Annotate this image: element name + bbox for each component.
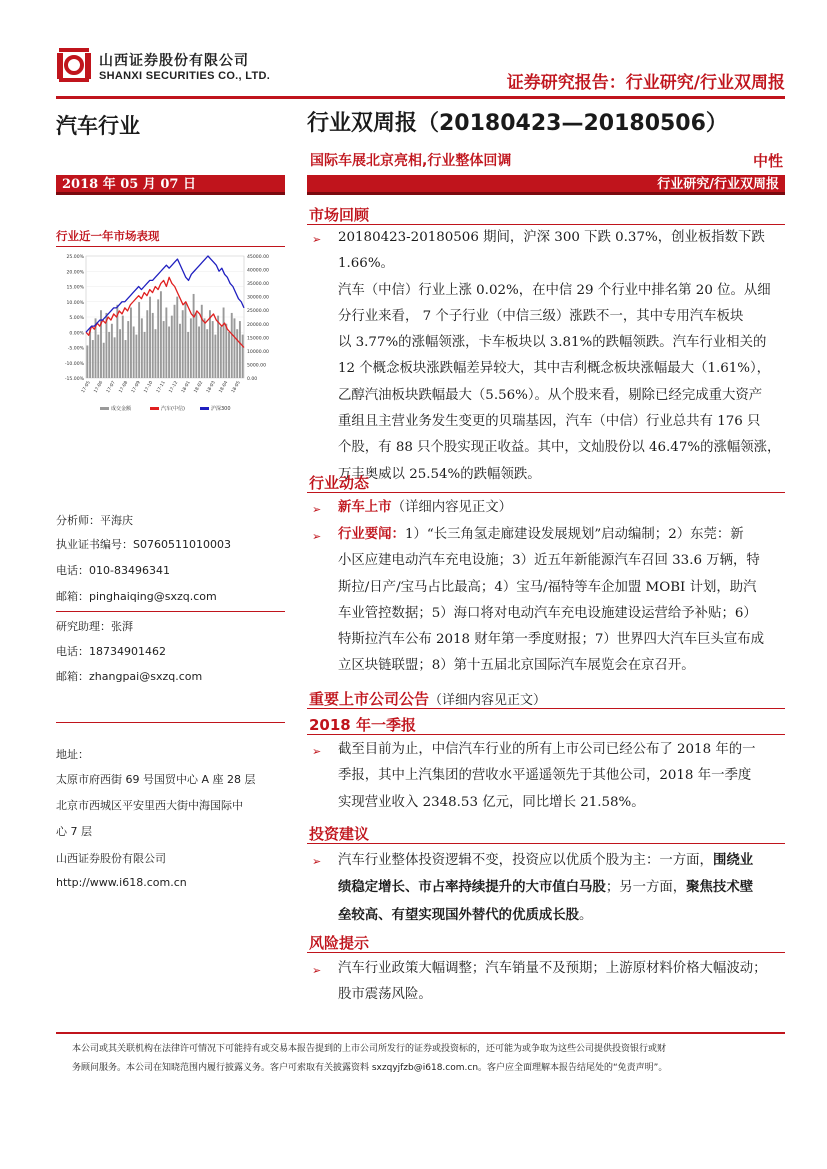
volume-bar bbox=[182, 310, 184, 378]
x-tick-label: 17-05 bbox=[81, 380, 92, 395]
bullet-arrow-icon: ➢ bbox=[312, 745, 322, 758]
email-label: 邮箱： bbox=[56, 670, 89, 683]
industry-title: 汽车行业 bbox=[56, 114, 140, 138]
volume-bar bbox=[176, 297, 178, 378]
volume-bar bbox=[198, 326, 200, 378]
x-tick-label: 18-05 bbox=[231, 380, 242, 395]
address-taiyuan: 太原市府西街 69 号国贸中心 A 座 28 层 bbox=[56, 773, 256, 786]
investment-paragraph bbox=[338, 847, 788, 929]
y-left-tick-label: 25.00% bbox=[66, 255, 84, 260]
para-line: 个股，有 88 只个股实现正收益。其中，文灿股份以 46.47%的涨幅领涨， bbox=[338, 440, 781, 456]
para-line: 车业管控数据；5）海口将对电动汽车充电设施建设运营给予补贴；6） bbox=[338, 605, 757, 621]
volume-bar bbox=[152, 313, 154, 378]
para-line: 重组且主营业务发生变更的贝瑞基因，汽车（中信）行业总共有 176 只 bbox=[338, 414, 761, 430]
legend-label: 沪深300 bbox=[211, 406, 231, 412]
volume-bar bbox=[111, 324, 113, 378]
x-tick-label: 17-10 bbox=[143, 380, 155, 395]
para-line bbox=[338, 522, 788, 548]
address-beijing-1: 北京市西城区平安里西大街中海国际中 bbox=[56, 799, 243, 812]
x-tick-label: 18-02 bbox=[193, 380, 205, 395]
volume-bar bbox=[209, 310, 211, 378]
section-rule bbox=[307, 734, 785, 735]
volume-bar bbox=[97, 335, 99, 378]
x-tick-label: 17-08 bbox=[118, 380, 130, 395]
volume-bar bbox=[149, 297, 151, 378]
section-risk-heading: 风险提示 bbox=[309, 934, 370, 952]
para-line: 实现营业收入 2348.53 亿元，同比增长 21.58%。 bbox=[338, 794, 645, 810]
para-line: 乙醇汽油板块跌幅最大（5.56%）。从个股来看，剔除已经完成重大资产 bbox=[338, 387, 763, 403]
section-rule bbox=[307, 708, 785, 709]
volume-bar bbox=[204, 318, 206, 378]
volume-bar bbox=[86, 345, 88, 378]
new-car-item bbox=[338, 495, 788, 521]
y-right-tick-label: 0.00 bbox=[247, 377, 258, 382]
volume-bar bbox=[214, 335, 216, 378]
volume-bar bbox=[155, 329, 157, 378]
y-right-tick-label: 20000.00 bbox=[247, 322, 269, 328]
company-name-cn: 山西证券股份有限公司 bbox=[99, 53, 249, 69]
para-line: 股市震荡风险。 bbox=[338, 987, 432, 1003]
x-tick-label: 17-12 bbox=[168, 380, 180, 395]
risk-paragraph bbox=[338, 956, 788, 1009]
section-dynamics-heading: 行业动态 bbox=[309, 474, 370, 492]
legend-swatch bbox=[200, 407, 209, 410]
volume-bar bbox=[122, 316, 124, 378]
volume-bar bbox=[138, 302, 140, 378]
volume-bar bbox=[223, 308, 225, 378]
volume-bar bbox=[127, 321, 129, 378]
para-bold: 垒较高、有望实现国外替代的优质成长股 bbox=[338, 906, 580, 923]
para-line bbox=[338, 874, 788, 901]
volume-bar bbox=[228, 332, 230, 378]
volume-bar bbox=[220, 326, 222, 378]
para-bold: 围绕业 bbox=[712, 852, 754, 868]
company-website[interactable]: http://www.i618.com.cn bbox=[56, 876, 187, 889]
para-line: 汽车（中信）行业上涨 0.02%，在中信 29 个行业中排名第 20 位。从细 bbox=[338, 282, 771, 298]
divider bbox=[56, 611, 285, 612]
volume-bar bbox=[89, 329, 91, 378]
report-type: 证券研究报告：行业研究/行业双周报 bbox=[506, 73, 785, 93]
y-right-tick-label: 25000.00 bbox=[247, 309, 269, 315]
volume-bar bbox=[212, 321, 214, 378]
y-right-tick-label: 45000.00 bbox=[247, 255, 269, 260]
volume-bar bbox=[187, 332, 189, 378]
announcements-note: （详细内容见正文） bbox=[429, 693, 547, 708]
volume-bar bbox=[171, 316, 173, 378]
section-rule bbox=[307, 843, 785, 844]
y-left-tick-label: -15.00% bbox=[64, 377, 84, 382]
para-line: 立区块链联盟；8）第十五届北京国际汽车展览会在京召开。 bbox=[338, 658, 695, 674]
y-left-tick-label: 0.00% bbox=[69, 331, 84, 337]
address-beijing-2: 心 7 层 bbox=[56, 825, 92, 838]
volume-bar bbox=[193, 294, 195, 378]
para-line: 万丰奥威以 25.54%的跌幅领跌。 bbox=[338, 466, 541, 482]
x-tick-label: 17-06 bbox=[93, 380, 105, 395]
analyst-phone: 电话：010-83496341 bbox=[56, 564, 170, 577]
new-car-label: 新车上市 bbox=[338, 500, 392, 515]
para-text: 。 bbox=[579, 907, 593, 923]
chart-title-rule bbox=[56, 246, 285, 247]
volume-bar bbox=[160, 291, 162, 378]
para-line bbox=[338, 847, 788, 874]
x-tick-label: 18-03 bbox=[206, 380, 217, 395]
para-line: 12 个概念板块涨跌幅差异较大，其中吉利概念板块涨幅最大（1.61%）， bbox=[338, 361, 771, 377]
y-left-tick-label: -5.00% bbox=[67, 346, 84, 352]
volume-bar bbox=[146, 310, 148, 378]
volume-bar bbox=[195, 313, 197, 378]
volume-bar bbox=[157, 299, 159, 378]
report-date: 2018 年 05 月 07 日 bbox=[56, 175, 285, 195]
y-right-tick-label: 30000.00 bbox=[247, 295, 269, 301]
new-car-note: （详细内容见正文） bbox=[391, 500, 513, 515]
assistant-name: 研究助理：张湃 bbox=[56, 620, 133, 633]
section-investment-heading: 投资建议 bbox=[309, 825, 370, 843]
para-bold: 绩稳定增长、市占率持续提升的大市值白马股 bbox=[338, 879, 606, 896]
rating: 中性 bbox=[752, 152, 783, 170]
para-text: 1）“长三角氢走廊建设发展规划”启动编制；2）东莞：新 bbox=[404, 527, 744, 542]
bullet-arrow-icon: ➢ bbox=[312, 964, 322, 977]
report-category: 行业研究/行业双周报 bbox=[307, 175, 785, 195]
section-rule bbox=[307, 492, 785, 493]
volume-bar bbox=[217, 316, 219, 378]
para-line bbox=[338, 902, 788, 929]
x-tick-label: 17-07 bbox=[106, 380, 117, 395]
para-text: ；另一方面， bbox=[605, 880, 687, 896]
volume-bar bbox=[168, 326, 170, 378]
y-right-tick-label: 5000.00 bbox=[247, 363, 266, 369]
industry-news-paragraph bbox=[338, 522, 788, 680]
x-tick-label: 18-01 bbox=[181, 380, 192, 395]
y-left-tick-label: -10.00% bbox=[64, 361, 84, 367]
section-rule bbox=[307, 952, 785, 953]
para-line: 季报，其中上汽集团的营收水平遥遥领先于其他公司，2018 年一季度 bbox=[338, 768, 752, 784]
volume-bar bbox=[236, 329, 238, 378]
legend-label: 汽车(中信) bbox=[161, 406, 185, 412]
x-tick-label: 17-09 bbox=[131, 380, 142, 395]
bullet-arrow-icon: ➢ bbox=[312, 233, 322, 246]
para-line: 汽车行业政策大幅调整；汽车销量不及预期；上游原材料价格大幅波动； bbox=[338, 961, 767, 976]
para-line: 小区应建电动汽车充电设施；3）近五年新能源汽车召回 33.6 万辆，特 bbox=[338, 553, 760, 569]
header-rule bbox=[56, 96, 785, 99]
y-left-tick-label: 15.00% bbox=[66, 285, 84, 291]
para-line: 截至目前为止，中信汽车行业的所有上市公司已经公布了 2018 年的一 bbox=[338, 742, 756, 757]
announcements-heading-row bbox=[309, 688, 546, 709]
volume-bar bbox=[184, 302, 186, 378]
volume-bar bbox=[163, 321, 165, 378]
volume-bar bbox=[108, 332, 110, 378]
y-right-tick-label: 10000.00 bbox=[247, 349, 269, 355]
analyst-email[interactable]: pinghaiqing@sxzq.com bbox=[89, 590, 217, 603]
x-tick-label: 18-04 bbox=[218, 380, 230, 395]
y-left-tick-label: 5.00% bbox=[69, 316, 84, 321]
para-line: 斯拉/日产/宝马占比最高；4）宝马/福特等车企加盟 MOBI 计划，助汽 bbox=[338, 579, 757, 595]
volume-bar bbox=[174, 305, 176, 378]
para-line: 特斯拉汽车公布 2018 财年第一季度财报；7）世界四大汽车巨头宣布成 bbox=[338, 632, 765, 648]
disclaimer-line: 本公司或其关联机构在法律许可情况下可能持有或交易本报告提到的上市公司所发行的证券或投资标的，还可能为或争取为这些公司提供投资银行或财 bbox=[72, 1044, 667, 1054]
legend-swatch bbox=[150, 407, 159, 410]
volume-bar bbox=[234, 318, 236, 378]
bullet-arrow-icon: ➢ bbox=[312, 530, 322, 543]
assistant-email-row bbox=[56, 668, 202, 684]
q1-report-paragraph bbox=[338, 737, 788, 816]
bullet-arrow-icon: ➢ bbox=[312, 503, 322, 516]
para-line: 20180423-20180506 期间，沪深 300 下跌 0.37%，创业板指数下跌 1.66%。 bbox=[338, 230, 765, 272]
assistant-email[interactable]: zhangpai@sxzq.com bbox=[89, 670, 203, 683]
analyst-email-row bbox=[56, 588, 217, 604]
volume-bar bbox=[130, 308, 132, 378]
volume-bar bbox=[190, 318, 192, 378]
x-tick-label: 17-11 bbox=[156, 380, 167, 395]
y-left-tick-label: 20.00% bbox=[66, 270, 84, 276]
volume-bar bbox=[231, 313, 233, 378]
volume-bar bbox=[179, 324, 181, 378]
address-label: 地址： bbox=[56, 748, 89, 761]
volume-bar bbox=[206, 329, 208, 378]
bullet-arrow-icon: ➢ bbox=[312, 855, 322, 868]
volume-bar bbox=[133, 326, 135, 378]
volume-bar bbox=[144, 332, 146, 378]
y-right-tick-label: 40000.00 bbox=[247, 268, 269, 274]
para-bold: 聚焦技术壁 bbox=[686, 879, 754, 896]
volume-bar bbox=[141, 318, 143, 378]
volume-bar bbox=[114, 337, 116, 378]
volume-bar bbox=[242, 335, 244, 378]
market-review-paragraph bbox=[338, 225, 788, 488]
company-name-en: SHANXI SECURITIES CO., LTD. bbox=[99, 70, 271, 82]
volume-bar bbox=[92, 340, 94, 378]
report-title: 行业双周报（20180423—20180506） bbox=[307, 111, 728, 136]
legend-swatch bbox=[100, 407, 109, 410]
para-text: 汽车行业整体投资逻辑不变，投资应以优质个股为主：一方面， bbox=[338, 853, 713, 868]
volume-bar bbox=[135, 335, 137, 378]
assistant-phone: 电话：18734901462 bbox=[56, 645, 166, 658]
volume-bar bbox=[103, 343, 105, 378]
para-line: 以 3.77%的涨幅领涨，卡车板块以 3.81%的跌幅领跌。汽车行业相关的 bbox=[338, 335, 767, 351]
legend-label: 成交金额 bbox=[111, 406, 132, 412]
divider bbox=[56, 722, 285, 723]
y-right-tick-label: 35000.00 bbox=[247, 282, 269, 288]
company-name-footer: 山西证券股份有限公司 bbox=[56, 852, 166, 865]
y-left-tick-label: 10.00% bbox=[66, 300, 84, 306]
chart-title: 行业近一年市场表现 bbox=[56, 229, 160, 243]
disclaimer-line: 务顾问服务。本公司在知晓范围内履行披露义务。客户可索取有关披露资料 sxzqyjfzb@i618.com.cn。客户应全面理解本报告结尾处的“免责声明”。 bbox=[72, 1063, 668, 1073]
volume-bar bbox=[119, 329, 121, 378]
analyst-license: 执业证书编号：S0760511010003 bbox=[56, 538, 231, 551]
para-line: 分行业来看， 7 个子行业（中信三级）涨跌不一，其中专用汽车板块 bbox=[338, 308, 744, 324]
volume-bar bbox=[165, 308, 167, 378]
section-market-heading: 市场回顾 bbox=[309, 206, 370, 224]
email-label: 邮箱： bbox=[56, 590, 89, 603]
company-logo bbox=[57, 44, 91, 84]
market-performance-chart bbox=[56, 250, 285, 420]
volume-bar bbox=[125, 340, 127, 378]
footer-rule bbox=[56, 1032, 785, 1034]
report-subtitle: 国际车展北京亮相,行业整体回调 bbox=[310, 153, 512, 169]
volume-bar bbox=[239, 321, 241, 378]
section-announcements-heading: 重要上市公司公告 bbox=[309, 690, 430, 708]
analyst-name: 分析师：平海庆 bbox=[56, 514, 133, 527]
industry-news-label: 行业要闻： bbox=[338, 527, 405, 542]
disclaimer bbox=[72, 1040, 772, 1078]
q1-report-heading: 2018 年一季报 bbox=[309, 716, 416, 734]
volume-bar bbox=[225, 324, 227, 378]
y-right-tick-label: 15000.00 bbox=[247, 336, 269, 342]
